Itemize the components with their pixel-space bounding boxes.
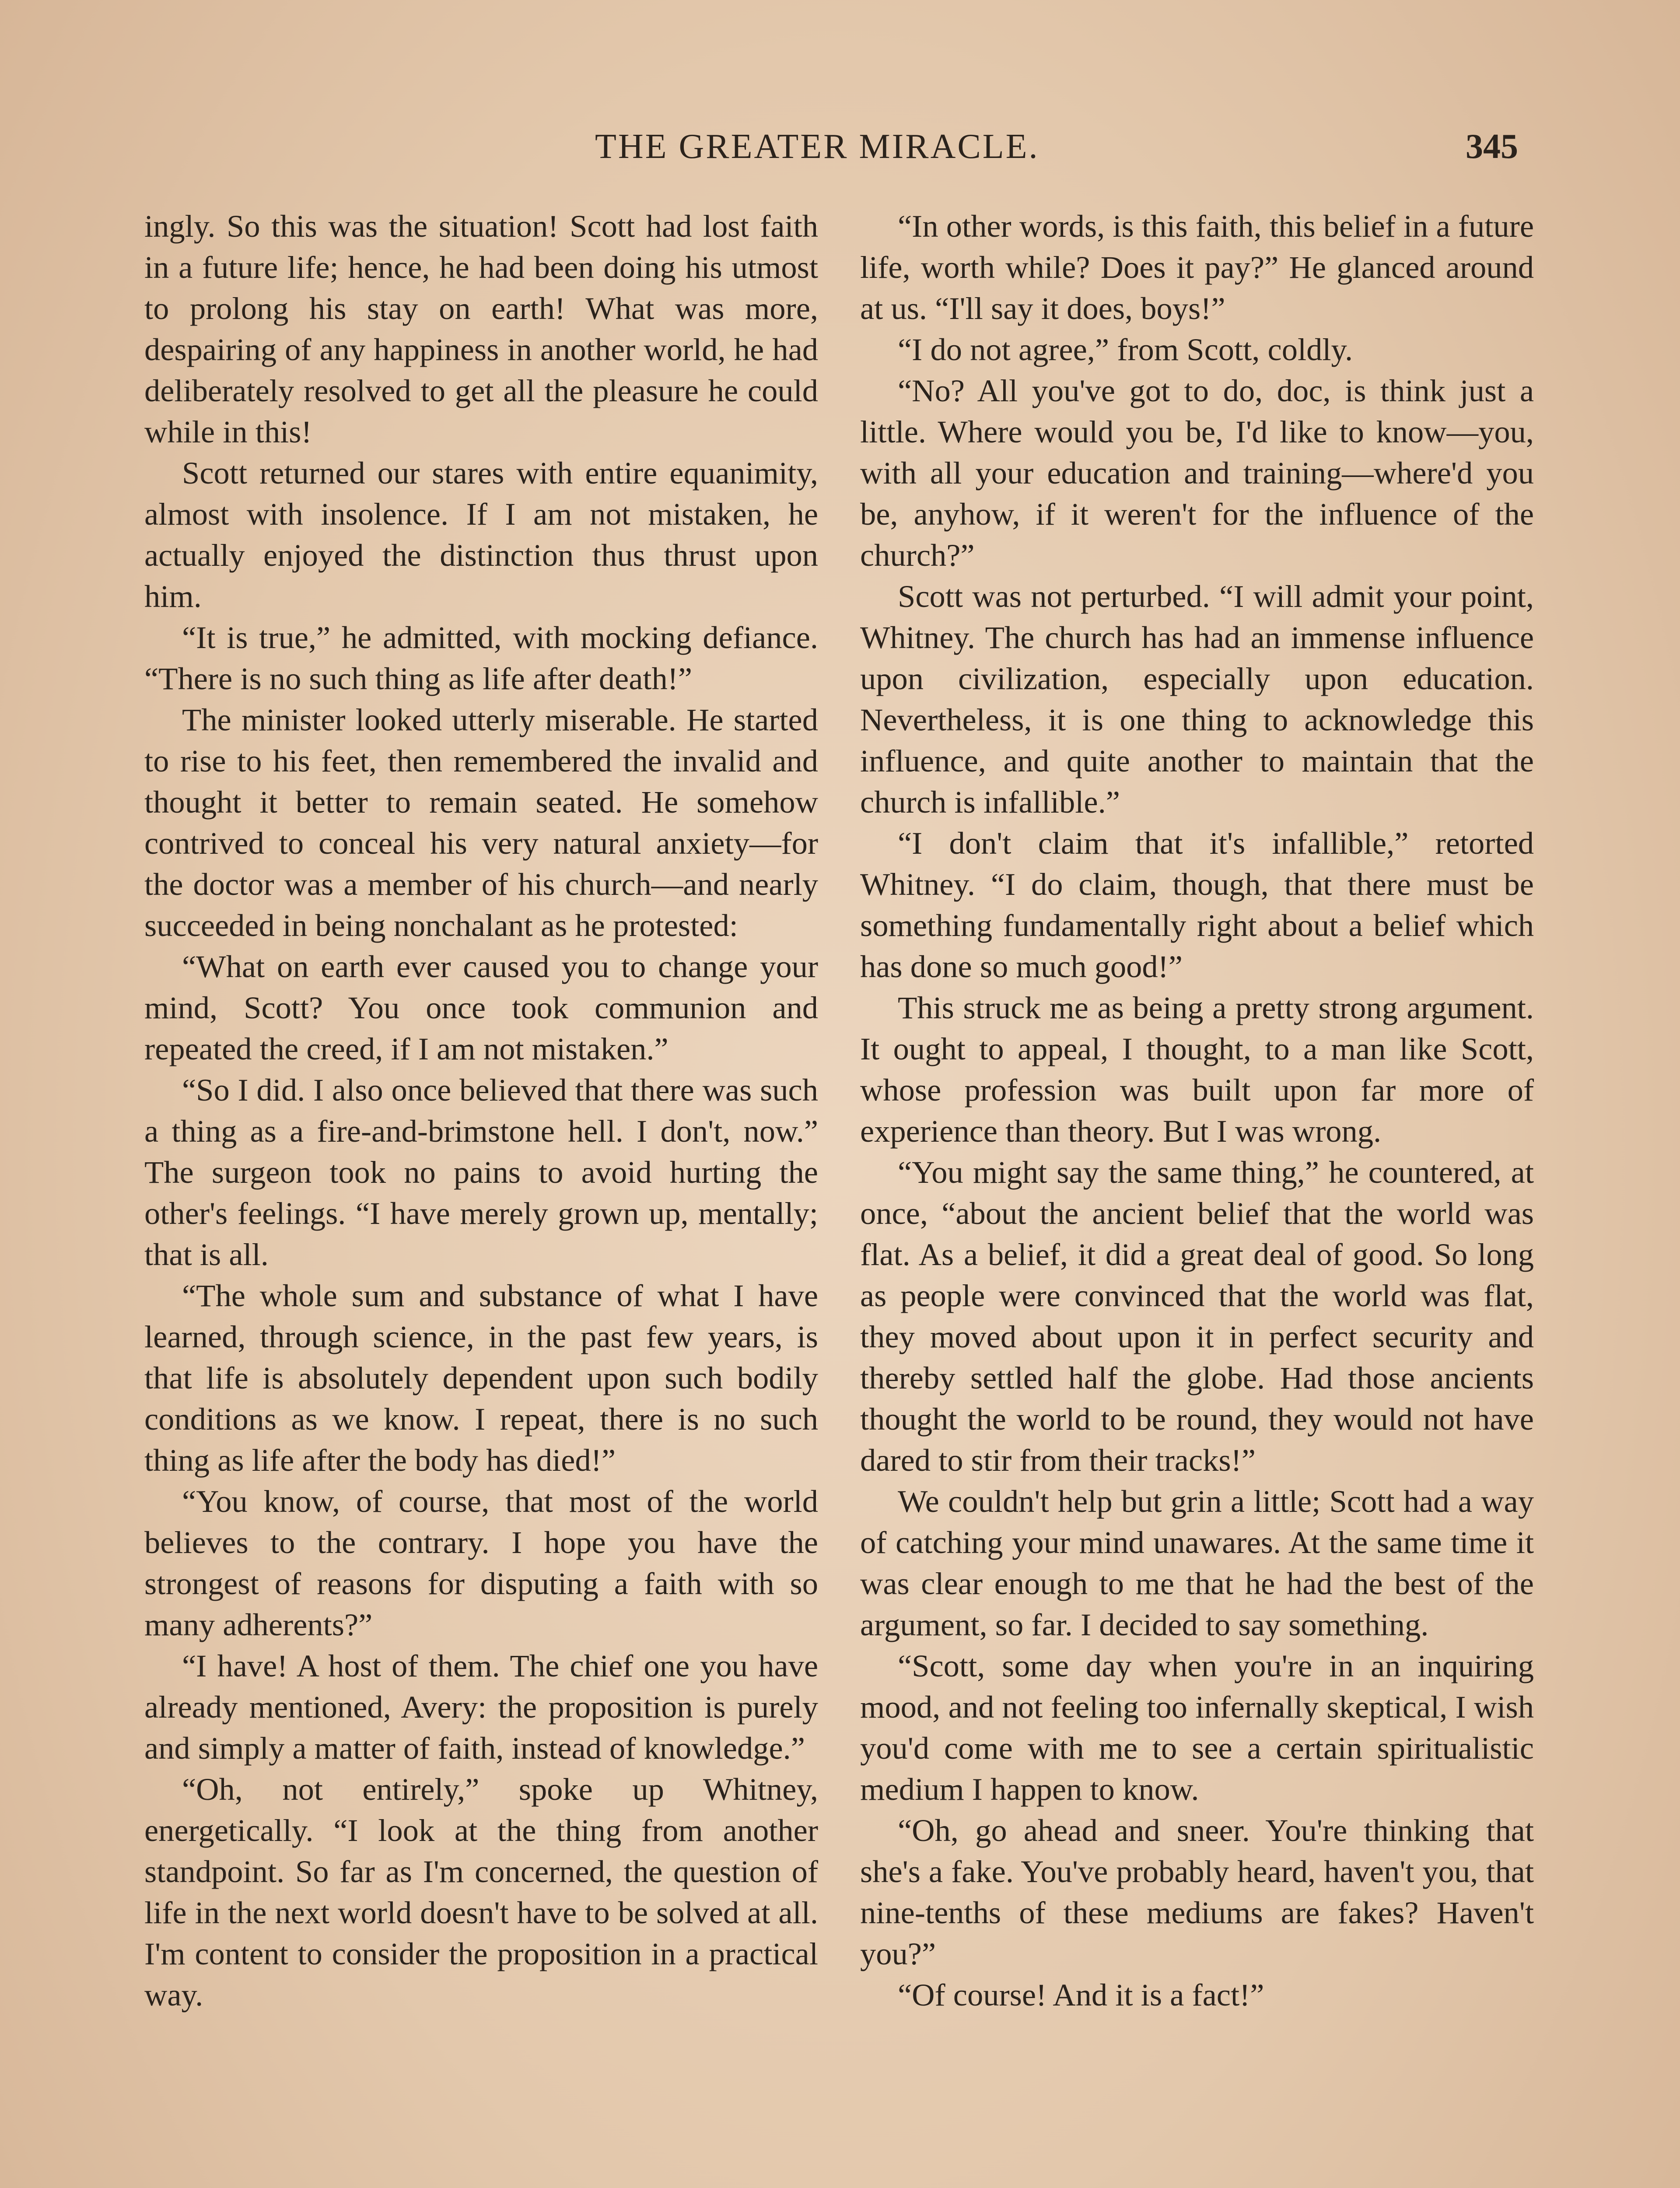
running-title: THE GREATER MIRACLE. <box>595 127 1040 166</box>
paragraph: The minister looked utterly miserable. He started to rise to his feet, then remembered the invalid and thought it better to remain seated. He somehow contrived to conceal his very natural anxiety—for the doctor was a member of his church—and nearly succeeded in being nonchalant as he protested: <box>144 702 818 943</box>
paragraph: “So I did. I also once believed that there was such a thing as a fire-and-brimstone hell. I don't, now.” The surgeon took no pains to avoid hurting the other's feelings. “I have merely grown up, mentally; that is all. <box>144 1072 818 1272</box>
paragraph: “It is true,” he admitted, with mocking defiance. “There is no such thing as life after death!” <box>144 620 818 696</box>
paragraph: This struck me as being a pretty strong argument. It ought to appeal, I thought, to a man like Scott, whose profession was built upon far more of experience than theory. But I was wrong. <box>860 990 1534 1149</box>
paragraph: We couldn't help but grin a little; Scott had a way of catching your mind unawares. At the same time it was clear enough to me that he had the best of the argument, so far. I decided to say something. <box>860 1483 1534 1642</box>
paragraph: “No? All you've got to do, doc, is think just a little. Where would you be, I'd like to know—you, with all your education and training—where'd you be, anyhow, if it weren't for the influence of the church?” <box>860 373 1534 573</box>
paragraph: “What on earth ever caused you to change your mind, Scott? You once took communion and repeated the creed, if I am not mistaken.” <box>144 949 818 1066</box>
paragraph: Scott was not perturbed. “I will admit your point, Whitney. The church has had an immense influence upon civilization, especially upon education. Nevertheless, it is one thing to acknowledge this influence, and quite another to maintain that the church is infallible.” <box>860 579 1534 820</box>
left-column <box>144 206 818 2016</box>
paragraph: “You might say the same thing,” he countered, at once, “about the ancient belief that the world was flat. As a belief, it did a great deal of good. So long as people were convinced that the world was flat, they moved about upon it in perfect security and thereby settled half the globe. Had those ancients thought the world to be round, they would not have dared to stir from their tracks!” <box>860 1154 1534 1478</box>
paragraph: “I don't claim that it's infallible,” retorted Whitney. “I do claim, though, that there must be something fundamentally right about a belief which has done so much good!” <box>860 825 1534 984</box>
page-number: 345 <box>1466 127 1518 166</box>
paragraph: “Oh, go ahead and sneer. You're thinking that she's a fake. You've probably heard, haven't you, that nine-tenths of these mediums are fakes? Haven't you?” <box>860 1813 1534 1971</box>
paragraph: “Scott, some day when you're in an inquiring mood, and not feeling too infernally skeptical, I wish you'd come with me to see a certain spiritualistic medium I happen to know. <box>860 1648 1534 1807</box>
paragraph: Scott returned our stares with entire equanimity, almost with insolence. If I am not mistaken, he actually enjoyed the distinction thus thrust upon him. <box>144 455 818 614</box>
paragraph: “I do not agree,” from Scott, coldly. <box>898 332 1353 367</box>
paragraph: “In other words, is this faith, this belief in a future life, worth while? Does it pay?” He glanced around at us. “I'll say it does, boys!” <box>860 208 1534 326</box>
paragraph: “I have! A host of them. The chief one you have already mentioned, Avery: the proposition is purely and simply a matter of faith, instead of knowledge.” <box>144 1648 818 1766</box>
paragraph: “Of course! And it is a fact!” <box>898 1977 1264 2013</box>
right-column <box>860 206 1534 2016</box>
paragraph: ingly. So this was the situation! Scott had lost faith in a future life; hence, he had been doing his utmost to prolong his stay on earth! What was more, despairing of any happiness in another world, he had deliberately resolved to get all the pleasure he could while in this! <box>144 208 818 449</box>
paragraph: “You know, of course, that most of the world believes to the contrary. I hope you have the strongest of reasons for disputing a faith with so many adherents?” <box>144 1483 818 1642</box>
paragraph: “The whole sum and substance of what I have learned, through science, in the past few years, is that life is absolutely dependent upon such bodily conditions as we know. I repeat, there is no such thing as life after the body has died!” <box>144 1278 818 1478</box>
paragraph: “Oh, not entirely,” spoke up Whitney, energetically. “I look at the thing from another standpoint. So far as I'm concerned, the question of life in the next world doesn't have to be solved at all. I'm content to consider the proposition in a practical way. <box>144 1771 818 2013</box>
